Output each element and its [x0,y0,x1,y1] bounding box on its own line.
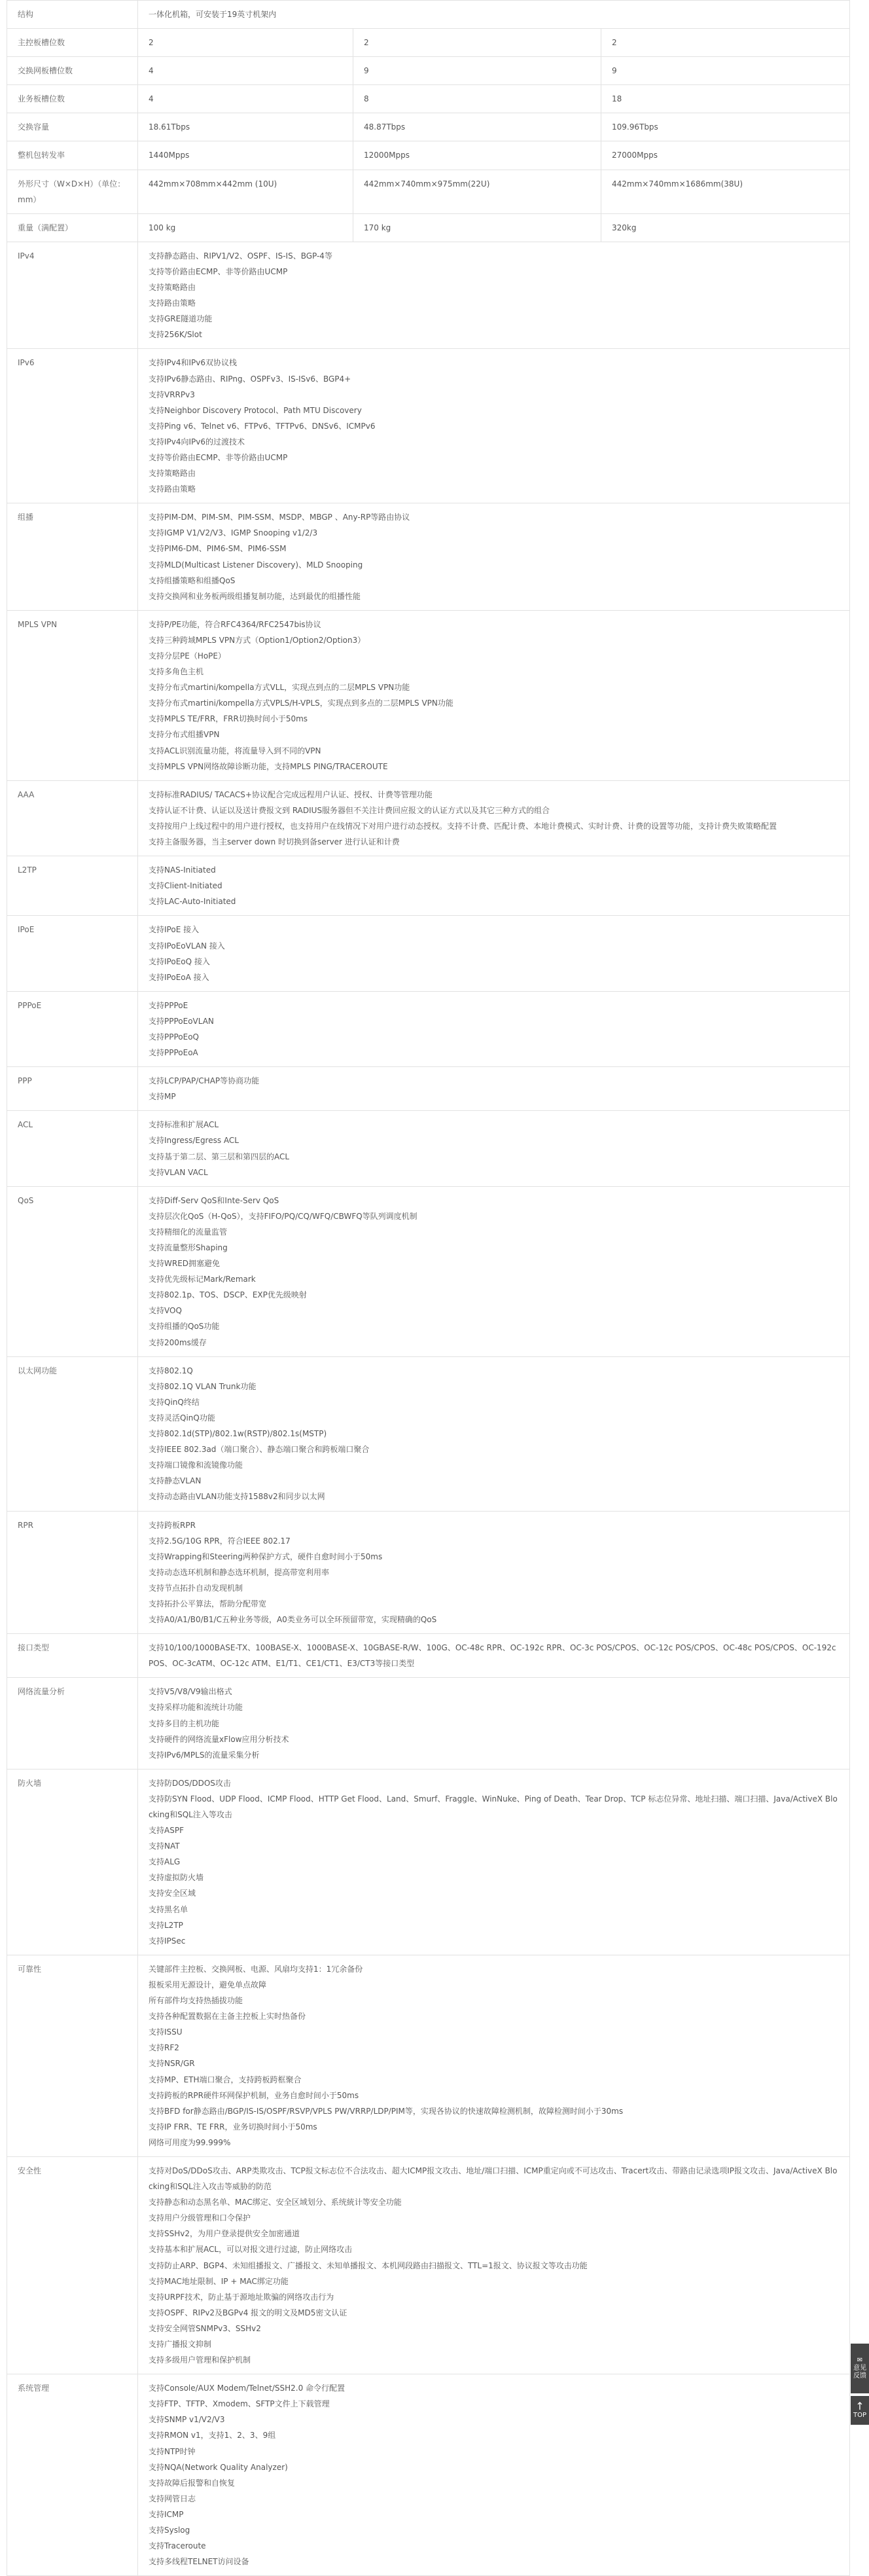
spec-line: 支持L2TP [149,1920,183,1930]
spec-row [7,780,850,856]
spec-row [7,1111,850,1186]
spec-label: RPR [7,1511,138,1634]
spec-line: 支持流量整形Shaping [149,1243,228,1252]
spec-line: 支持静态VLAN [149,1476,202,1486]
spec-row [7,1356,850,1511]
spec-label: AAA [7,780,138,856]
spec-line: 支持MPLS TE/FRR，FRR切换时间小于50ms [149,714,308,724]
spec-line: 支持对DoS/DDoS攻击、ARP类欺攻击、TCP报文标志位不合法攻击、超大ICMP报文攻击、地址/端口扫描、ICMP重定向或不可达攻击、Tracert攻击、带路由记录选项IP报文攻击、Java/ActiveX Blocking和SQL注入攻击等威胁的防范 [149,2166,838,2192]
spec-row [7,57,850,85]
spec-line: 支持安全网管SNMPv3、SSHv2 [149,2323,261,2333]
spec-label: 结构 [7,1,138,29]
spec-line: 支持Syslog [149,2526,190,2535]
spec-line: 支持LAC-Auto-Initiated [149,897,236,907]
spec-row [7,610,850,780]
spec-value: 9 [601,57,850,85]
spec-line: 网络可用度为99.999% [149,2137,231,2147]
spec-line: 支持三种跨域MPLS VPN方式（Option1/Option2/Option3） [149,635,366,645]
spec-row [7,1678,850,1769]
spec-label: 重量（满配置） [7,213,138,242]
spec-line: 支持MPLS VPN网络故障诊断功能，支持MPLS PING/TRACEROUTE [149,761,388,771]
spec-row [7,1955,850,2156]
spec-line: 支持OSPF、RIPv2及BGPv4 报文的明文及MD5密文认证 [149,2308,347,2317]
spec-line: 支持PPPoE [149,1000,188,1010]
spec-line: 支持VRRPv3 [149,390,195,399]
arrow-up-icon: ↑ [855,2400,864,2412]
spec-line: 支持NAS-Initiated [149,865,216,875]
spec-row [7,991,850,1066]
spec-row [7,1511,850,1634]
spec-line: 支持200ms缓存 [149,1337,207,1347]
spec-line: 支持多级用户管理和保护机制 [149,2355,251,2365]
spec-line: 支持防止ARP、BGP4、未知组播报文、广播报文、未知单播报文、本机网段路由扫描报文、TTL=1报文、协议报文等攻击功能 [149,2260,588,2270]
spec-line: 支持分布式组播VPN [149,730,220,740]
spec-line: 支持802.1d(STP)/802.1w(RSTP)/802.1s(MSTP) [149,1429,327,1439]
spec-line: 所有部件均支持热插拔功能 [149,1996,243,2006]
spec-value: 442mm×740mm×1686mm(38U) [601,170,850,213]
spec-line: 支持标准RADIUS/ TACACS+协议配合完成远程用户认证、授权、计费等管理功能 [149,789,433,799]
spec-label: IPv4 [7,242,138,349]
spec-line: 支持黑名单 [149,1904,188,1914]
spec-line: 支持ALG [149,1857,181,1867]
spec-line: 支持MP、ETH端口聚合，支持跨板跨框聚合 [149,2075,302,2084]
spec-line: 支持标准和扩展ACL [149,1120,219,1130]
spec-label: IPoE [7,916,138,991]
spec-label: 安全性 [7,2156,138,2374]
spec-value: 48.87Tbps [353,113,601,141]
spec-row [7,1634,850,1678]
spec-line: 支持故障后报警和自恢复 [149,2478,236,2488]
spec-value [138,349,850,503]
spec-value [138,1067,850,1111]
spec-line: 支持硬件的网络流量xFlow应用分析技术 [149,1734,289,1744]
spec-line: 支持多目的主机功能 [149,1718,220,1728]
spec-line: 支持Client-Initiated [149,881,222,891]
spec-value: 109.96Tbps [601,113,850,141]
spec-label: 主控板槽位数 [7,29,138,57]
spec-line: 支持BFD for静态路由/BGP/IS-IS/OSPF/RSVP/VPLS PW/VRRP/LDP/PIM等，实现各协议的快速故障检测机制，故障检测时间小于30ms [149,2106,624,2116]
spec-row [7,2156,850,2374]
spec-line: 支持SSHv2，为用户登录提供安全加密通道 [149,2229,300,2239]
spec-row [7,503,850,611]
spec-line: 支持静态和动态黑名单、MAC绑定、安全区域划分、系统統计等安全功能 [149,2198,402,2207]
spec-row [7,170,850,213]
spec-line: 支持URPF技术，防止基于源地址欺骗的网络攻击行为 [149,2292,334,2302]
spec-table [7,0,850,2576]
spec-line: 支持灵活QinQ功能 [149,1413,215,1423]
spec-line: 支持GRE隧道功能 [149,314,213,324]
back-to-top-button[interactable] [851,2396,869,2425]
spec-value [138,1356,850,1511]
spec-line: 支持2.5G/10G RPR，符合IEEE 802.17 [149,1536,291,1546]
spec-line: 关键部件主控板、交换网板、电源、风扇均支持1：1冗余备份 [149,1964,363,1974]
spec-line: 支持Console/AUX Modem/Telnet/SSH2.0 命令行配置 [149,2384,346,2393]
spec-label: 组播 [7,503,138,611]
spec-label: 整机包转发率 [7,141,138,170]
spec-line: 支持安全区域 [149,1889,196,1898]
spec-value: 170 kg [353,213,601,242]
spec-value: 18.61Tbps [138,113,353,141]
spec-row [7,213,850,242]
spec-label: 接口类型 [7,1634,138,1678]
spec-line: 支持P/PE功能，符合RFC4364/RFC2547bis协议 [149,619,321,629]
spec-line: 支持认证不计费、认证以及送计费报文到 RADIUS服务器但不关注计费回应报文的认证方式以及其它三种方式的组合 [149,805,550,815]
spec-value: 8 [353,85,601,113]
spec-row [7,242,850,349]
spec-value: 2 [138,29,353,57]
spec-line: 支持PIM-DM、PIM-SM、PIM-SSM、MSDP、MBGP 、Any-RP等路由协议 [149,513,410,522]
spec-line: 支持LCP/PAP/CHAP等协商功能 [149,1076,260,1086]
spec-line: 支持组播策略和组播QoS [149,575,236,585]
spec-value: 442mm×740mm×975mm(22U) [353,170,601,213]
spec-line: 支持PIM6-DM、PIM6-SM、PIM6-SSM [149,544,287,554]
spec-line: 支持动态路由VLAN功能支持1588v2和同步以太网 [149,1492,325,1502]
spec-line: 支持用户分级管理和口令保护 [149,2213,251,2223]
spec-line: 支持RF2 [149,2043,179,2053]
spec-line: 支持端口镜像和流镜像功能 [149,1460,243,1470]
spec-value: 4 [138,85,353,113]
spec-line: 支持IPv4向IPv6的过渡技术 [149,437,245,446]
spec-label: ACL [7,1111,138,1186]
spec-line: 支持NTP时钟 [149,2446,196,2456]
spec-line: 支持路由策略 [149,299,196,308]
spec-line: 支持交换网和业务板两级组播复制功能，达到最优的组播性能 [149,591,361,601]
spec-line: 支持IGMP V1/V2/V3、IGMP Snooping v1/2/3 [149,528,318,538]
back-to-top-label: TOP [853,2412,866,2419]
spec-line: 支持VLAN VACL [149,1167,208,1177]
spec-line: 支持MP [149,1092,176,1102]
spec-line: 支持多线程TELNET访问设备 [149,2557,249,2567]
feedback-button[interactable] [851,2344,869,2393]
spec-line: 支持分层PE（HoPE） [149,651,226,661]
spec-line: 支持等价路由ECMP、非等价路由UCMP [149,266,288,276]
spec-value [138,780,850,856]
spec-value [138,1634,850,1678]
spec-value: 12000Mpps [353,141,601,170]
spec-label: 系统管理 [7,2374,138,2576]
spec-line: 支持MLD(Multicast Listener Discovery)、MLD Snooping [149,560,363,570]
spec-row [7,1067,850,1111]
spec-line: 支持IEEE 802.3ad（端口聚合）、静态端口聚合和跨板端口聚合 [149,1445,370,1455]
spec-value [138,2156,850,2374]
spec-label: 交换容量 [7,113,138,141]
spec-line: 支持ICMP [149,2509,184,2519]
spec-line: 支持策略路由 [149,283,196,293]
spec-line: 支持ISSU [149,2027,183,2037]
spec-label: PPPoE [7,991,138,1066]
spec-line: 支持ACL识别流量功能，将流量导入到不同的VPN [149,746,321,755]
spec-line: 支持采样功能和流统计功能 [149,1703,243,1713]
spec-line: 支持基本和扩展ACL，可以对报文进行过滤，防止网络攻击 [149,2245,353,2255]
spec-line: 支持防SYN Flood、UDP Flood、ICMP Flood、HTTP Get Flood、Land、Smurf、Fraggle、WinNuke、Ping of Death、Tear Drop、TCP 标志位异常、地址扫描、端口扫描、Java/ActiveX Blocking和SQL注入等攻击 [149,1794,838,1819]
spec-line: 支持优先级标记Mark/Remark [149,1275,256,1284]
spec-row [7,85,850,113]
spec-line: 支持Neighbor Discovery Protocol、Path MTU Discovery [149,405,362,415]
spec-line: 支持跨板的RPR硬件环网保护机制，业务自愈时间小于50ms [149,2090,359,2100]
spec-value [138,916,850,991]
spec-line: 支持256K/Slot [149,330,202,340]
spec-line: 支持IPoEoA 接入 [149,972,209,982]
spec-value: 27000Mpps [601,141,850,170]
spec-line: 支持各种配置数据在主备主控板上实时热备份 [149,2012,306,2022]
spec-line: 支持V5/V8/V9输出格式 [149,1687,232,1697]
spec-value: 320kg [601,213,850,242]
spec-line: 支持虚拟防火墙 [149,1873,204,1883]
spec-value: 4 [138,57,353,85]
spec-row [7,1769,850,1955]
spec-label: 业务板槽位数 [7,85,138,113]
spec-line: 支持主备服务器，当主server down 时切换到备server 进行认证和计费 [149,837,400,847]
spec-value [138,610,850,780]
spec-line: 支持802.1Q [149,1366,193,1375]
spec-line: 支持WRED拥塞避免 [149,1259,221,1269]
spec-line: 支持Ingress/Egress ACL [149,1136,239,1146]
spec-line: 支持路由策略 [149,484,196,494]
spec-label: 以太网功能 [7,1356,138,1511]
chat-bubble-icon: ✉ [857,2357,863,2364]
spec-line: 支持PPPoEoQ [149,1032,199,1042]
spec-line: 支持IPSec [149,1936,186,1946]
spec-value [138,1769,850,1955]
spec-line: 支持A0/A1/B0/B1/C五种业务等级，A0类业务可以全环预留带宽，实现精确的QoS [149,1615,437,1625]
spec-label: 外形尺寸（W×D×H）（单位：mm） [7,170,138,213]
spec-line: 支持节点拓扑自动发现机制 [149,1583,243,1593]
spec-line: 支持IPoEoVLAN 接入 [149,941,225,951]
spec-line: 支持基于第二层、第三层和第四层的ACL [149,1152,290,1161]
spec-line: 支持802.1Q VLAN Trunk功能 [149,1381,257,1391]
spec-line: 支持NQA(Network Quality Analyzer) [149,2462,288,2472]
spec-value: 2 [353,29,601,57]
feedback-label: 意见反馈 [853,2365,866,2380]
spec-value [138,242,850,349]
spec-line: 支持RMON v1，支持1、2、3、9组 [149,2431,276,2440]
spec-line: 支持Diff-Serv QoS和Inte-Serv QoS [149,1195,279,1205]
spec-row [7,349,850,503]
spec-line: 支持QinQ终结 [149,1397,200,1407]
spec-row [7,141,850,170]
spec-row [7,1,850,29]
spec-line: 支持10/100/1000BASE-TX、100BASE-X、1000BASE-X、10GBASE-R/W、100G、OC-48c RPR、OC-192c RPR、OC-3c POS/CPOS、OC-12c POS/CPOS、OC-48c POS/CPOS、OC-192c POS、OC-3cATM、OC-12c ATM、E1/T1、CE1/CT1、E3/CT3等接口类型 [149,1643,836,1669]
spec-line: 支持跨板RPR [149,1520,196,1530]
spec-value: 18 [601,85,850,113]
spec-line: 支持动态选环机制和静态选环机制，提高带宽利用率 [149,1567,330,1577]
spec-value [138,1111,850,1186]
spec-value: 2 [601,29,850,57]
spec-line: 支持Ping v6、Telnet v6、FTPv6、TFTPv6、DNSv6、ICMPv6 [149,421,376,431]
spec-value [138,1511,850,1634]
spec-line: 支持广播报文抑制 [149,2340,212,2349]
spec-line: 报板采用无源设计，避免单点故障 [149,1980,267,1989]
spec-line: 支持IPoE 接入 [149,925,200,935]
spec-line: 支持IP FRR、TE FRR，业务切换时间小于50ms [149,2122,317,2132]
spec-label: MPLS VPN [7,610,138,780]
spec-value: 442mm×708mm×442mm (10U) [138,170,353,213]
spec-line: 支持分布式martini/kompella方式VPLS/H-VPLS，实现点到多点的二层MPLS VPN功能 [149,698,453,708]
spec-line: 支持IPoEoQ 接入 [149,956,210,966]
spec-line: 支持拓扑公平算法，帮助分配带宽 [149,1599,267,1608]
spec-value [138,2374,850,2576]
spec-line: 支持NSR/GR [149,2059,195,2069]
spec-line: 支持精细化的流量监管 [149,1227,228,1237]
spec-line: 支持等价路由ECMP、非等价路由UCMP [149,452,288,462]
spec-value [138,503,850,611]
spec-line: 支持按用户上线过程中的用户进行授权，也支持用户在线情况下对用户进行动态授权。支持不计费、匹配计费、本地计费模式、实时计费、计费的设置等功能，支持计费失败策略配置 [149,821,777,831]
spec-label: QoS [7,1186,138,1356]
spec-line: 支持IPv6静态路由、RIPng、OSPFv3、IS-ISv6、BGP4+ [149,374,351,384]
spec-value [138,856,850,916]
spec-line: 支持802.1p、TOS、DSCP、EXP优先级映射 [149,1290,307,1300]
spec-label: 防火墙 [7,1769,138,1955]
spec-row [7,2374,850,2576]
spec-value [138,1678,850,1769]
spec-line: 支持防DOS/DDOS攻击 [149,1778,231,1788]
spec-row [7,856,850,916]
spec-line: 支持Wrapping和Steering两种保护方式，硬件自愈时间小于50ms [149,1551,383,1561]
spec-line: 支持IPv4和IPv6双协议栈 [149,358,238,368]
spec-table-body [7,1,850,2576]
spec-line: 支持网管日志 [149,2494,196,2503]
spec-label: IPv6 [7,349,138,503]
spec-line: 支持组播的QoS功能 [149,1322,220,1332]
spec-value [138,1955,850,2156]
spec-label: PPP [7,1067,138,1111]
spec-value: 一体化机箱，可安装于19英寸机架内 [138,1,850,29]
spec-line: 支持层次化QoS（H-QoS），支持FIFO/PQ/CQ/WFQ/CBWFQ等队列调度机制 [149,1211,417,1221]
spec-row [7,916,850,991]
spec-row [7,1186,850,1356]
spec-value [138,1186,850,1356]
spec-label: 可靠性 [7,1955,138,2156]
spec-row [7,29,850,57]
spec-line: 支持多角色主机 [149,667,204,677]
spec-line: 支持Traceroute [149,2541,206,2551]
spec-label: 交换网板槽位数 [7,57,138,85]
spec-value: 1440Mpps [138,141,353,170]
spec-line: 支持PPPoEoA [149,1048,198,1058]
spec-line: 支持MAC地址限制、IP + MAC绑定功能 [149,2276,289,2286]
spec-line: 支持策略路由 [149,469,196,479]
spec-line: 支持IPv6/MPLS的流量采集分析 [149,1750,260,1760]
spec-line: 支持SNMP v1/V2/V3 [149,2415,225,2425]
spec-line: 支持静态路由、RIPV1/V2、OSPF、IS-IS、BGP-4等 [149,251,332,261]
spec-value: 9 [353,57,601,85]
spec-line: 支持分布式martini/kompella方式VLL，实现点到点的二层MPLS VPN功能 [149,683,410,693]
spec-label: 网络流量分析 [7,1678,138,1769]
spec-label: L2TP [7,856,138,916]
spec-line: 支持ASPF [149,1826,184,1836]
spec-row [7,113,850,141]
spec-line: 支持NAT [149,1841,180,1851]
spec-line: 支持FTP、TFTP、Xmodem、SFTP文件上下载管理 [149,2399,330,2409]
spec-value: 100 kg [138,213,353,242]
spec-line: 支持PPPoEoVLAN [149,1016,214,1026]
spec-line: 支持VOQ [149,1306,182,1316]
spec-value [138,991,850,1066]
